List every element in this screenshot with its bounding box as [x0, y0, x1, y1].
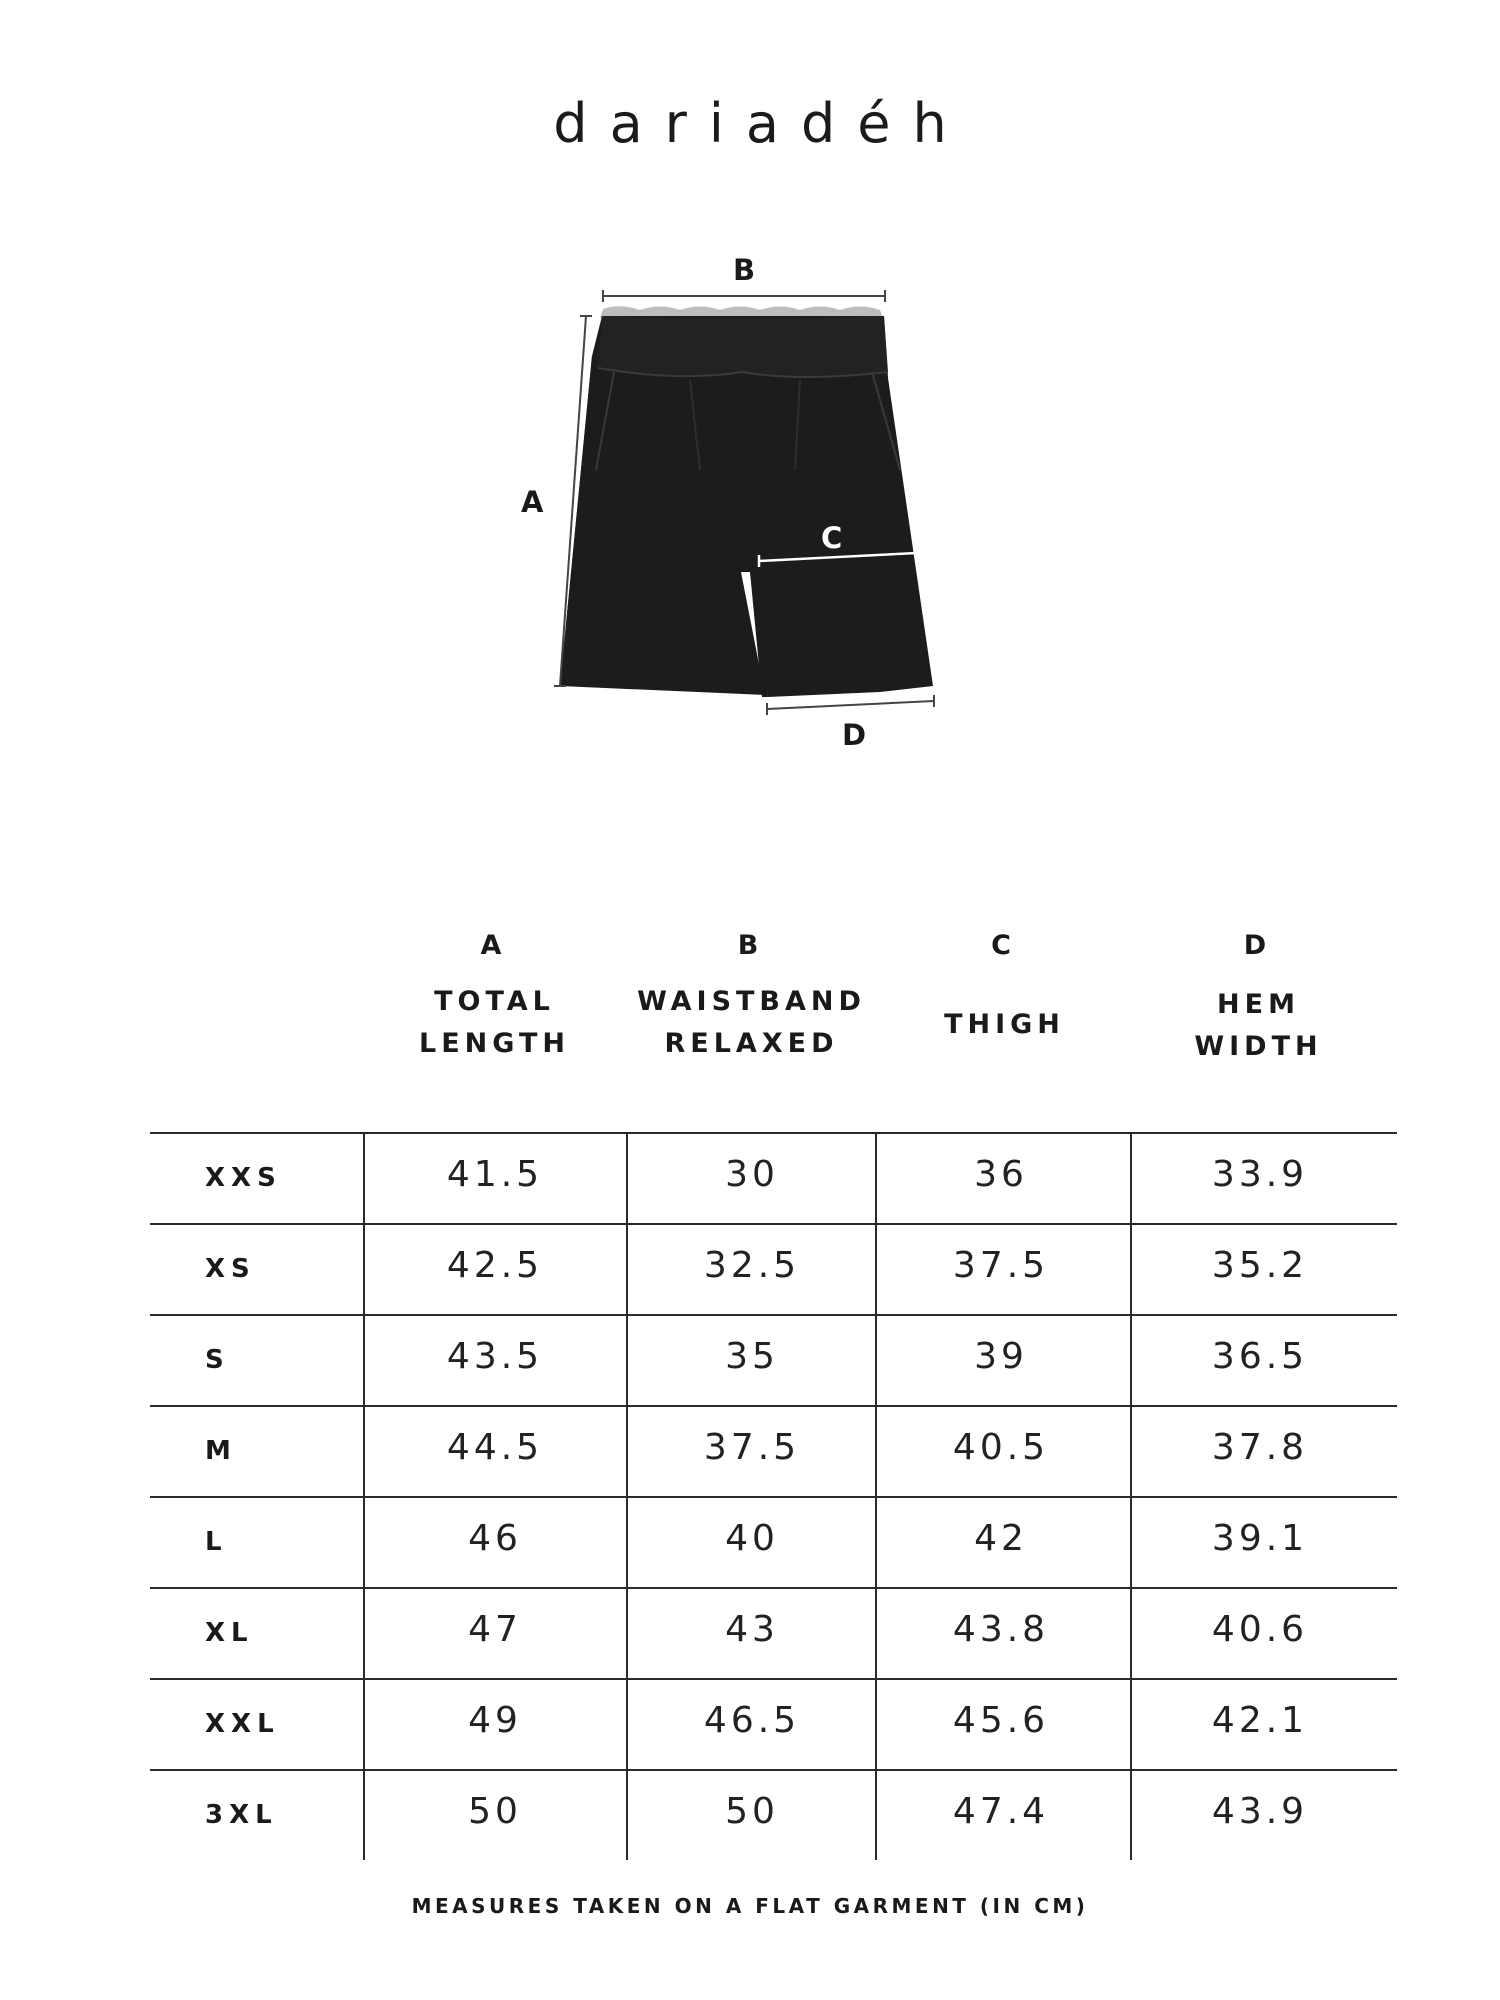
table-row-divider — [150, 1678, 1397, 1680]
column-title-a — [362, 981, 622, 1065]
table-cell: 43.5 — [446, 1336, 544, 1377]
table-cell: 35.2 — [1211, 1245, 1309, 1286]
table-cell: 40.5 — [952, 1427, 1050, 1468]
column-letter-a: A — [480, 930, 504, 961]
table-cell: 50 — [725, 1791, 779, 1832]
size-label: XL — [205, 1618, 254, 1648]
table-cell: 43 — [725, 1609, 779, 1650]
table-row-divider — [150, 1496, 1397, 1498]
table-column-divider — [626, 1132, 628, 1860]
table-cell: 43.9 — [1211, 1791, 1309, 1832]
size-label: XS — [205, 1254, 256, 1284]
column-letter-c: C — [991, 930, 1013, 961]
table-row-divider — [150, 1405, 1397, 1407]
table-cell: 44.5 — [446, 1427, 544, 1468]
table-cell: 42 — [974, 1518, 1028, 1559]
size-label: M — [205, 1436, 237, 1466]
table-cell: 39.1 — [1211, 1518, 1309, 1559]
table-row-divider — [150, 1132, 1397, 1134]
column-title-b — [619, 981, 879, 1065]
column-title-a-line2: LENGTH — [419, 1028, 570, 1059]
table-row-divider — [150, 1769, 1397, 1771]
table-cell: 37.5 — [703, 1427, 801, 1468]
footnote: MEASURES TAKEN ON A FLAT GARMENT (IN CM) — [411, 1894, 1089, 1918]
size-label: S — [205, 1345, 230, 1375]
table-cell: 36 — [974, 1154, 1028, 1195]
column-title-b-line1: WAISTBAND — [637, 986, 866, 1017]
table-cell: 37.8 — [1211, 1427, 1309, 1468]
shorts-diagram — [0, 0, 1500, 800]
table-cell: 47.4 — [952, 1791, 1050, 1832]
size-label: 3XL — [205, 1800, 278, 1830]
table-cell: 37.5 — [952, 1245, 1050, 1286]
column-letter-d: D — [1243, 930, 1269, 961]
table-cell: 47 — [468, 1609, 522, 1650]
table-column-divider — [875, 1132, 877, 1860]
table-cell: 45.6 — [952, 1700, 1050, 1741]
table-cell: 40 — [725, 1518, 779, 1559]
table-column-divider — [1130, 1132, 1132, 1860]
table-cell: 36.5 — [1211, 1336, 1309, 1377]
table-cell: 39 — [974, 1336, 1028, 1377]
dim-label-a: A — [521, 485, 544, 519]
table-cell: 49 — [468, 1700, 522, 1741]
table-cell: 35 — [725, 1336, 779, 1377]
table-cell: 46 — [468, 1518, 522, 1559]
table-cell: 30 — [725, 1154, 779, 1195]
dim-label-b: B — [733, 253, 756, 287]
table-cell: 50 — [468, 1791, 522, 1832]
table-cell: 46.5 — [703, 1700, 801, 1741]
table-cell: 42.1 — [1211, 1700, 1309, 1741]
table-row-divider — [150, 1223, 1397, 1225]
table-cell: 42.5 — [446, 1245, 544, 1286]
table-row-divider — [150, 1314, 1397, 1316]
column-title-d — [1126, 984, 1386, 1068]
column-title-b-line2: RELAXED — [664, 1028, 839, 1059]
column-title-d-line2: WIDTH — [1194, 1031, 1323, 1062]
column-title-c-line1: THIGH — [944, 1009, 1065, 1040]
table-cell: 40.6 — [1211, 1609, 1309, 1650]
column-title-c — [872, 1004, 1132, 1046]
size-label: L — [205, 1527, 228, 1557]
size-label: XXS — [205, 1163, 282, 1193]
brand-logo: dariadéh — [553, 92, 969, 155]
dim-label-c: C — [821, 521, 843, 555]
table-cell: 43.8 — [952, 1609, 1050, 1650]
table-cell: 32.5 — [703, 1245, 801, 1286]
table-cell: 41.5 — [446, 1154, 544, 1195]
table-row-divider — [150, 1587, 1397, 1589]
column-letter-b: B — [737, 930, 761, 961]
table-cell: 33.9 — [1211, 1154, 1309, 1195]
column-title-a-line1: TOTAL — [434, 986, 555, 1017]
size-label: XXL — [205, 1709, 280, 1739]
column-title-d-line1: HEM — [1217, 989, 1300, 1020]
waistband — [598, 316, 888, 377]
table-column-divider — [363, 1132, 365, 1860]
dim-label-d: D — [842, 718, 867, 752]
